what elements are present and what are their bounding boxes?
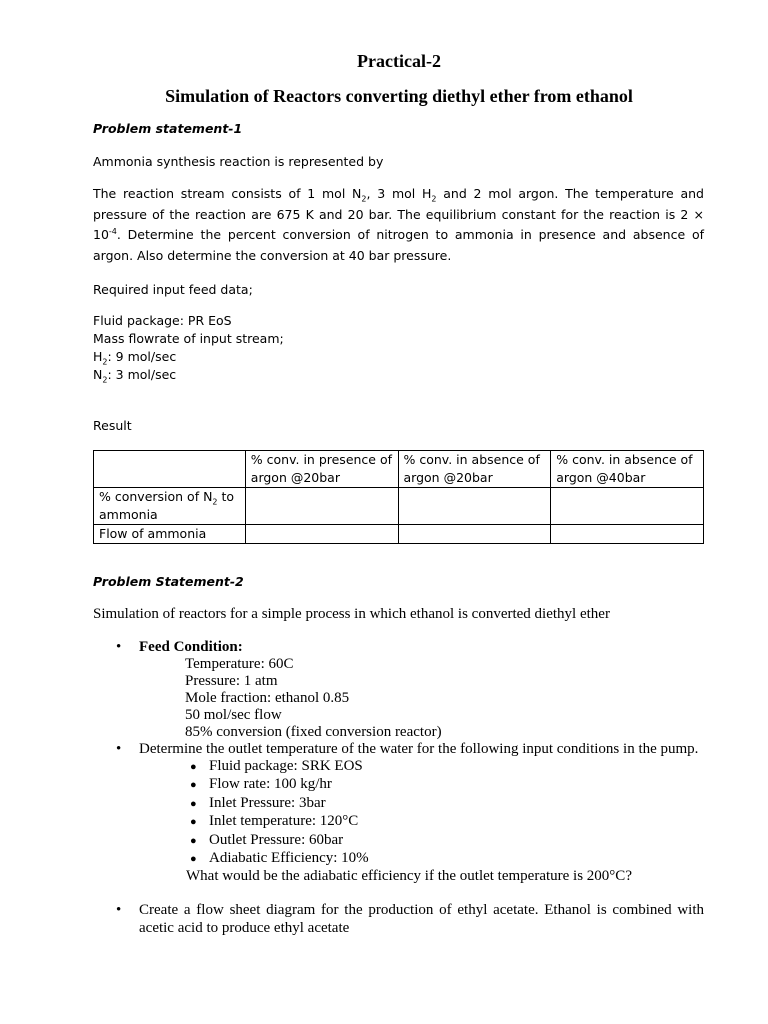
table-row-label: % conversion of $N_2$ to ammonia	[94, 488, 246, 525]
sub-bullet-icon: ●	[190, 779, 197, 791]
table-cell	[398, 488, 551, 525]
flow-sheet-instruction: Create a flow sheet diagram for the production of ethyl acetate. Ethanol is combined with acetic acid to produce ethyl acetate	[139, 902, 704, 936]
pump-instruction: Determine the outlet temperature of the water for the following input conditions in the pump.	[139, 741, 699, 757]
h2-line: $H_2$: 9 mol/sec	[93, 349, 177, 367]
pump-item: Outlet Pressure: 60bar	[209, 832, 344, 848]
required-feed-label: Required input feed data;	[93, 282, 253, 297]
feed-line: Temperature: 60C	[185, 656, 294, 672]
sub-bullet-icon: ●	[190, 798, 197, 810]
pump-item: Inlet temperature: 120°C	[209, 813, 359, 829]
efficiency-question: What would be the adiabatic efficiency if the outlet temperature is 200°C?	[186, 868, 632, 884]
feed-line: 50 mol/sec flow	[185, 707, 282, 723]
table-cell	[245, 525, 398, 544]
mass-flowrate-line: Mass flowrate of input stream;	[93, 331, 284, 346]
pump-item: Fluid package: SRK EOS	[209, 758, 363, 774]
table-cell	[551, 488, 704, 525]
feed-line: Mole fraction: ethanol 0.85	[185, 690, 350, 706]
sub-bullet-icon: ●	[190, 816, 197, 828]
table-corner-cell	[94, 451, 246, 488]
feed-line: 85% conversion (fixed conversion reactor)	[185, 724, 442, 740]
pump-item: Adiabatic Efficiency: 10%	[209, 850, 369, 866]
pump-item: Flow rate: 100 kg/hr	[209, 776, 332, 792]
table-row	[94, 488, 704, 525]
feed-condition-title: Feed Condition:	[139, 639, 243, 655]
table-header-row	[94, 451, 704, 488]
pump-item: Inlet Pressure: 3bar	[209, 795, 326, 811]
sub-bullet-icon: ●	[190, 835, 197, 847]
table-row	[94, 525, 704, 544]
fluid-package-line: Fluid package: PR EoS	[93, 313, 232, 328]
page-title: Practical-2	[357, 51, 441, 71]
problem-statement-1-heading: Problem statement-1	[93, 121, 243, 136]
bullet-icon: •	[116, 639, 122, 655]
page-subtitle: Simulation of Reactors converting diethyl ether from ethanol	[165, 86, 633, 106]
ps2-intro: Simulation of reactors for a simple process in which ethanol is converted diethyl ether	[93, 606, 610, 622]
feed-line: Pressure: 1 atm	[185, 673, 278, 689]
sub-bullet-icon: ●	[190, 853, 197, 865]
result-label: Result	[93, 418, 132, 433]
problem-statement-2-heading: Problem Statement-2	[93, 574, 244, 589]
table-cell	[245, 488, 398, 525]
table-header-cell: % conv. in absence of argon @20bar	[398, 451, 551, 488]
sub-bullet-icon: ●	[190, 761, 197, 773]
ps1-paragraph: The reaction stream consists of 1 mol $N_2$, 3 mol $H_2$ and 2 mol argon. The temperature and pressure of the reaction are 675 K and 20 bar. The equilibrium constant for the reaction is $2 \times 10^{-4}$. Determine the percent conversion of nitrogen to ammonia in presence and absence of argon. Also determine the conversion at 40 bar pressure.	[93, 186, 704, 263]
table-cell	[551, 525, 704, 544]
table-row-label: Flow of ammonia	[94, 525, 246, 544]
bullet-icon: •	[116, 902, 122, 918]
table-header-cell: % conv. in absence of argon @40bar	[551, 451, 704, 488]
ps1-intro: Ammonia synthesis reaction is represented by	[93, 154, 384, 169]
n2-line: $N_2$: 3 mol/sec	[93, 367, 177, 385]
table-header-cell: % conv. in presence of argon @20bar	[245, 451, 398, 488]
result-table	[93, 450, 704, 544]
table-cell	[398, 525, 551, 544]
bullet-icon: •	[116, 741, 122, 757]
